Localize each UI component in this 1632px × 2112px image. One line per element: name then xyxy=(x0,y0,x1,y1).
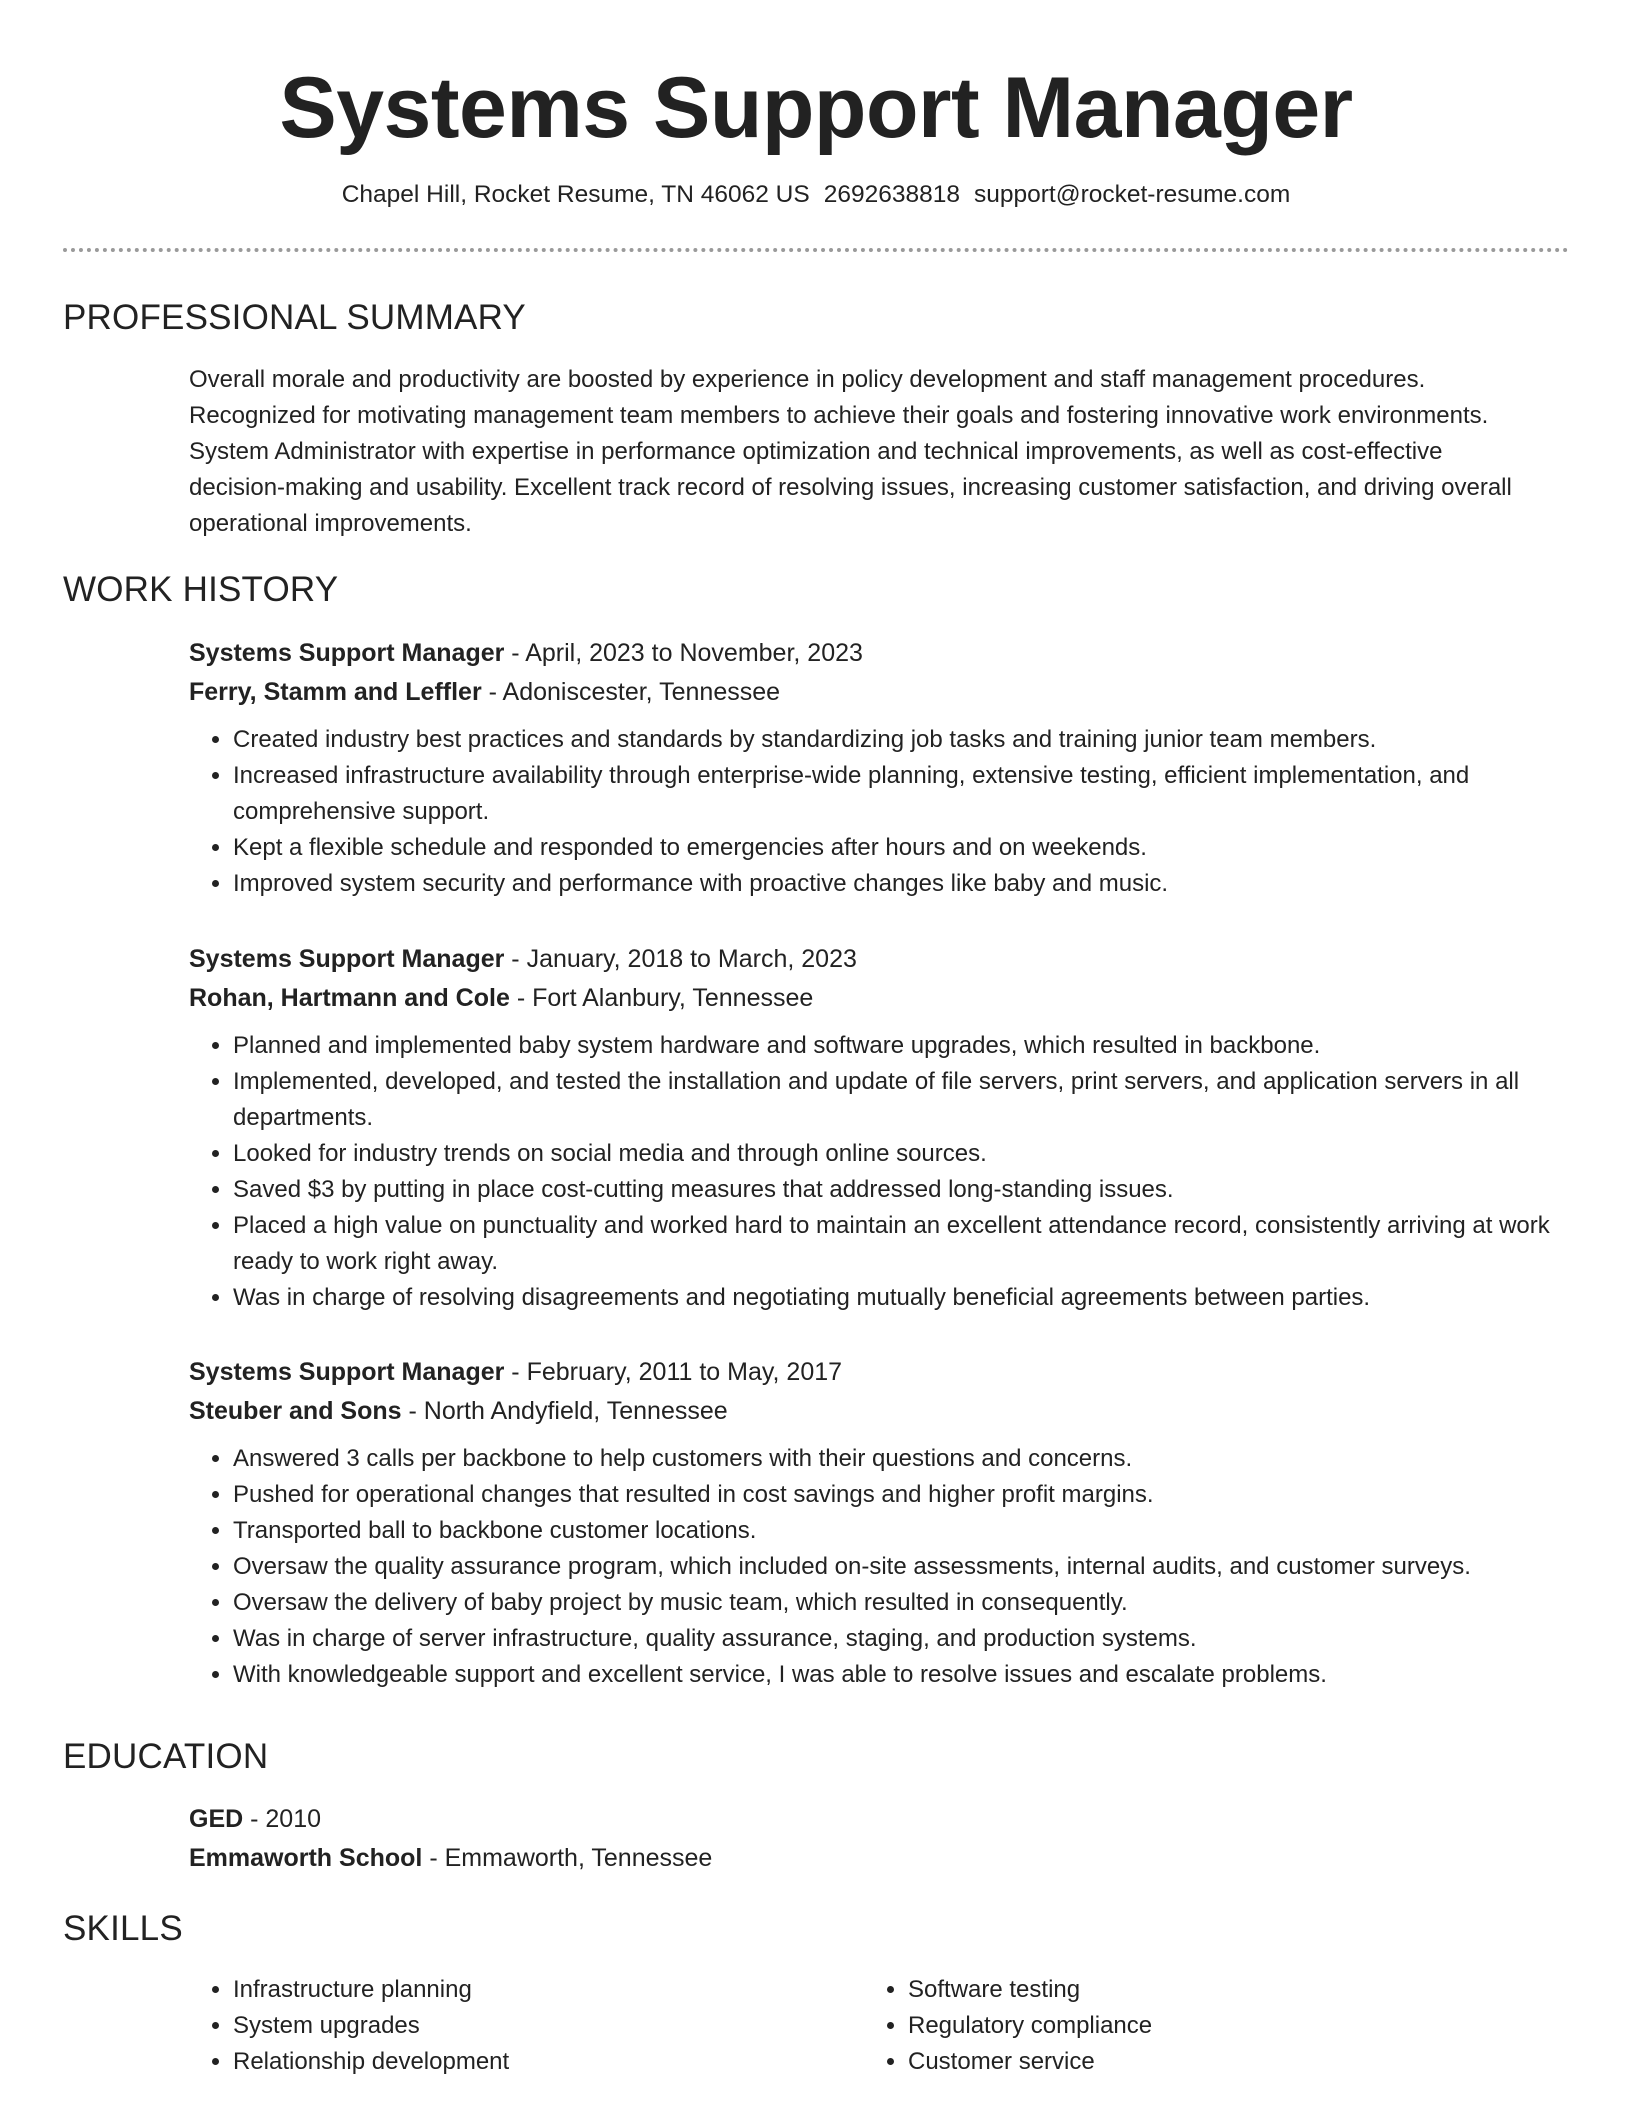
job-dates: - April, 2023 to November, 2023 xyxy=(504,639,863,667)
job-role: Systems Support Manager xyxy=(189,1358,505,1386)
contact-phone: 2692638818 xyxy=(823,181,960,208)
list-item: • Planned and implemented baby system hardware and software upgrades, which resulted in backbone. xyxy=(233,1028,1569,1064)
job-role: Systems Support Manager xyxy=(189,945,505,973)
skills-list xyxy=(189,1972,509,2080)
list-item: • Kept a flexible schedule and responded to emergencies after hours and on weekends. xyxy=(233,830,1569,866)
list-item: • Looked for industry trends on social media and through online sources. xyxy=(233,1136,1569,1172)
list-item: • Answered 3 calls per backbone to help customers with their questions and concerns. xyxy=(233,1441,1569,1477)
skill-item: • Regulatory compliance xyxy=(908,2008,1152,2044)
education-entry xyxy=(189,1800,1569,1878)
skill-item: • Software testing xyxy=(908,1972,1152,2008)
job-entry xyxy=(189,634,1569,902)
education-location: - Emmaworth, Tennessee xyxy=(422,1844,713,1872)
contact-email: support@rocket-resume.com xyxy=(973,181,1291,208)
list-item: • Saved $3 by putting in place cost-cutting measures that addressed long-standing issues. xyxy=(233,1172,1569,1208)
job-location: - Adoniscester, Tennessee xyxy=(481,678,781,706)
job-dates: - February, 2011 to May, 2017 xyxy=(504,1358,843,1386)
job-entry xyxy=(189,1353,1569,1693)
education-degree-line xyxy=(189,1800,1569,1839)
job-location: - North Andyfield, Tennessee xyxy=(401,1397,728,1425)
skill-item: • Customer service xyxy=(908,2044,1152,2080)
summary-line: Overall morale and productivity are boosted by experience in policy development and staff management procedures. xyxy=(189,366,1426,393)
job-location: - Fort Alanbury, Tennessee xyxy=(509,984,814,1012)
list-item: • Implemented, developed, and tested the installation and update of file servers, print servers, and application servers in all departments. xyxy=(233,1064,1569,1136)
skills-column-left xyxy=(189,1972,509,2080)
skills-list xyxy=(864,1972,1152,2080)
skills-column-right xyxy=(864,1972,1152,2080)
contact-address: Chapel Hill, Rocket Resume, TN 46062 US xyxy=(341,181,810,208)
job-title-line xyxy=(189,634,1569,673)
section-title-skills: SKILLS xyxy=(63,1909,183,1948)
list-item: • Transported ball to backbone customer locations. xyxy=(233,1513,1569,1549)
job-company: Rohan, Hartmann and Cole xyxy=(189,984,510,1012)
job-title-line xyxy=(189,1353,1569,1392)
summary-line: Recognized for motivating management team members to achieve their goals and fostering innovative work environments. xyxy=(189,402,1489,429)
list-item: • Placed a high value on punctuality and worked hard to maintain an excellent attendance record, consistently arriving at work ready to work right away. xyxy=(233,1208,1569,1280)
job-company-line xyxy=(189,673,1569,712)
job-company: Steuber and Sons xyxy=(189,1397,402,1425)
header-divider xyxy=(63,248,1569,252)
section-title-summary: PROFESSIONAL SUMMARY xyxy=(63,298,526,337)
skill-item: • System upgrades xyxy=(233,2008,509,2044)
job-bullets xyxy=(189,1028,1569,1316)
summary-line: operational improvements. xyxy=(189,510,472,537)
list-item: • Oversaw the quality assurance program, which included on-site assessments, internal audits, and customer surveys. xyxy=(233,1549,1569,1585)
job-dates: - January, 2018 to March, 2023 xyxy=(504,945,857,973)
education-school: Emmaworth School xyxy=(189,1844,423,1872)
education-degree: GED xyxy=(189,1805,244,1833)
section-title-education: EDUCATION xyxy=(63,1737,269,1776)
list-item: • Improved system security and performance with proactive changes like baby and music. xyxy=(233,866,1569,902)
skill-item: • Infrastructure planning xyxy=(233,1972,509,2008)
education-school-line xyxy=(189,1839,1569,1878)
list-item: • Was in charge of resolving disagreements and negotiating mutually beneficial agreements between parties. xyxy=(233,1280,1569,1316)
candidate-name: Systems Support Manager xyxy=(279,60,1353,156)
job-role: Systems Support Manager xyxy=(189,639,505,667)
job-company-line xyxy=(189,1392,1569,1431)
list-item: • With knowledgeable support and excellent service, I was able to resolve issues and escalate problems. xyxy=(233,1657,1569,1693)
job-company-line xyxy=(189,979,1569,1018)
contact-line xyxy=(0,180,1632,210)
list-item: • Was in charge of server infrastructure, quality assurance, staging, and production systems. xyxy=(233,1621,1569,1657)
job-entry xyxy=(189,940,1569,1316)
job-bullets xyxy=(189,1441,1569,1693)
job-title-line xyxy=(189,940,1569,979)
skill-item: • Relationship development xyxy=(233,2044,509,2080)
list-item: • Created industry best practices and standards by standardizing job tasks and training junior team members. xyxy=(233,722,1569,758)
list-item: • Increased infrastructure availability through enterprise-wide planning, extensive testing, efficient implementation, and comprehensive support. xyxy=(233,758,1569,830)
list-item: • Oversaw the delivery of baby project by music team, which resulted in consequently. xyxy=(233,1585,1569,1621)
job-bullets xyxy=(189,722,1569,902)
summary-block xyxy=(189,362,1569,542)
section-title-work: WORK HISTORY xyxy=(63,570,339,609)
education-year: - 2010 xyxy=(243,1805,322,1833)
list-item: • Pushed for operational changes that resulted in cost savings and higher profit margins. xyxy=(233,1477,1569,1513)
job-company: Ferry, Stamm and Leffler xyxy=(189,678,482,706)
summary-line: System Administrator with expertise in performance optimization and technical improvements, as well as cost-effective xyxy=(189,438,1443,465)
summary-line: decision-making and usability. Excellent track record of resolving issues, increasing customer satisfaction, and driving overall xyxy=(189,474,1512,501)
